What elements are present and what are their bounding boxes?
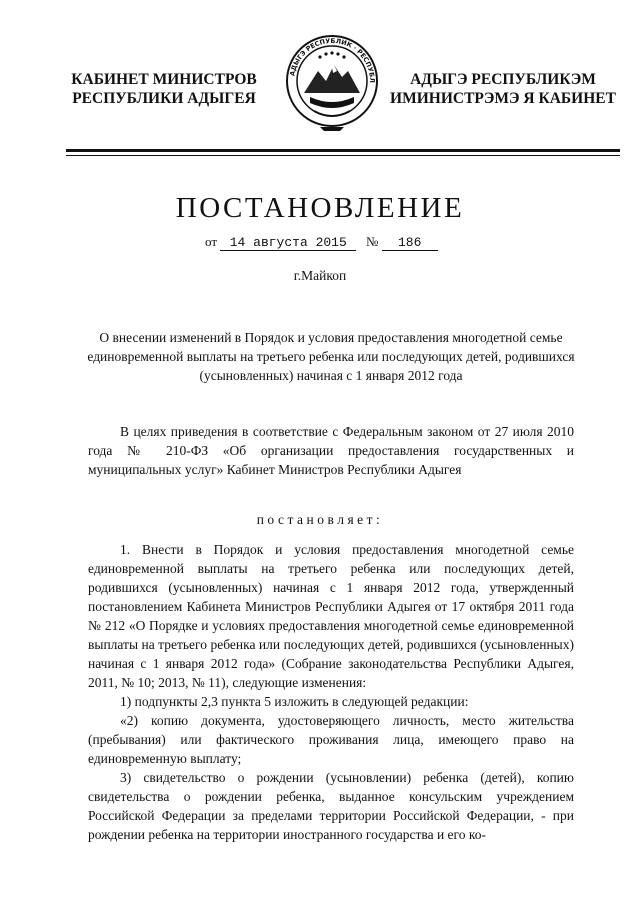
issuer-adyghe-line-2: ИМИНИСТРЭМЭ Я КАБИНЕТ: [390, 90, 616, 107]
decree-word: постановляет:: [256, 512, 384, 527]
coat-of-arms-emblem: [284, 31, 380, 135]
issuer-line-1: КАБИНЕТ МИНИСТРОВ: [71, 71, 257, 88]
preamble-paragraph: В целях приведения в соответствие с Федеральным законом от 27 июля 2010 года № 210-ФЗ «Об организации предоставления государственных и муниципальных услуг» Кабинет Министров Республики Адыгея: [88, 424, 574, 477]
paragraph-2: 1) подпункты 2,3 пункта 5 изложить в следующей редакции:: [120, 694, 469, 709]
document-subject: О внесении изменений в Порядок и условия предоставления многодетной семье единовременной выплаты на третьего ребенка или последующих детей, родившихся (усыновленных) начиная с 1 января 2012 года: [87, 330, 575, 383]
date-value: 14 августа 2015: [220, 235, 356, 251]
issuer-line-2: РЕСПУБЛИКИ АДЫГЕЯ: [72, 90, 256, 107]
paragraph-3: «2) копию документа, удостоверяющего личность, место жительства (пребывания) или фактического проживания лица, имеющего право на единовременную выплату;: [88, 713, 574, 766]
number-value: 186: [382, 235, 438, 251]
header-thick-rule: [66, 149, 620, 152]
issuer-name-adyghe: [388, 70, 618, 108]
paragraph-4: 3) свидетельство о рождении (усыновлении) ребенка (детей), копию свидетельства о рождении ребенка, выданное консульским учреждением Российской Федерации за пределами территории Российской Федерации, - при рождении ребенка на территории иностранного государства и его ко-: [88, 770, 574, 842]
date-number-line: [205, 234, 438, 251]
issuer-adyghe-line-1: АДЫГЭ РЕСПУБЛИКЭМ: [410, 71, 596, 88]
date-prefix: от: [205, 234, 218, 249]
paragraph-1: 1. Внести в Порядок и условия предоставления многодетной семье единовременной выплаты на третьего ребенка или последующих детей, родившихся (усыновленных) начиная с 1 января 2012 года, утвержденный постановлением Кабинета Министров Республики Адыгея от 17 октября 2011 года № 212 «О Порядке и условиях предоставления многодетной семье единовременной выплаты на третьего ребенка или последующих детей, родившихся (усыновленных) начиная с 1 января 2012 года» (Собрание законодательства Республики Адыгея, 2011, № 10; 2013, № 11), следующие изменения:: [88, 542, 574, 690]
issuer-name-russian: [64, 70, 264, 108]
document-title: ПОСТАНОВЛЕНИЕ: [175, 192, 465, 224]
number-prefix: №: [366, 234, 379, 249]
main-text: [88, 540, 574, 844]
city-line: г.Майкоп: [293, 268, 347, 283]
svg-text:АДЫГЭ РЕСПУБЛИК · РЕСПУБЛИКА А: АДЫГЭ РЕСПУБЛИК · РЕСПУБЛ: [288, 36, 377, 83]
header-thin-rule: [66, 155, 620, 156]
